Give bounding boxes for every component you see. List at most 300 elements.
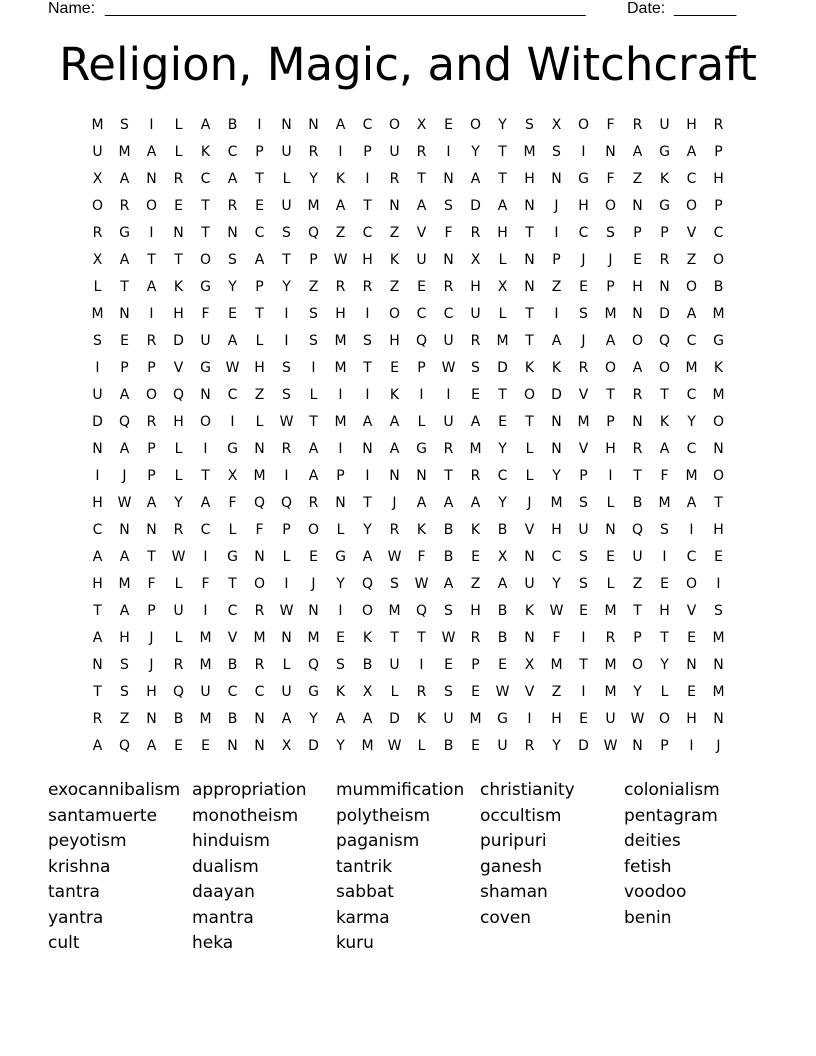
grid-letter[interactable]: T xyxy=(390,630,399,646)
grid-letter[interactable]: A xyxy=(443,576,454,592)
grid-letter[interactable]: I xyxy=(284,306,289,322)
grid-letter[interactable]: I xyxy=(716,576,721,592)
grid-letter[interactable]: N xyxy=(524,549,535,565)
grid-letter[interactable]: M xyxy=(307,198,320,214)
grid-letter[interactable]: N xyxy=(335,495,346,511)
grid-letter[interactable]: L xyxy=(606,495,615,511)
grid-letter[interactable]: X xyxy=(497,279,508,295)
grid-letter[interactable]: N xyxy=(605,522,616,538)
grid-letter[interactable]: B xyxy=(497,522,508,538)
grid-letter[interactable]: I xyxy=(284,333,289,349)
grid-letter[interactable]: G xyxy=(308,684,319,700)
grid-letter[interactable]: N xyxy=(713,657,724,673)
grid-letter[interactable]: V xyxy=(524,684,535,700)
grid-letter[interactable]: A xyxy=(335,198,346,214)
grid-letter[interactable]: N xyxy=(362,441,373,457)
grid-letter[interactable]: H xyxy=(686,117,697,133)
grid-letter[interactable]: X xyxy=(416,117,427,133)
grid-letter[interactable]: C xyxy=(713,225,724,241)
grid-letter[interactable]: D xyxy=(173,333,184,349)
grid-letter[interactable]: L xyxy=(174,117,183,133)
grid-letter[interactable]: E xyxy=(498,414,507,430)
grid-letter[interactable]: G xyxy=(578,171,589,187)
grid-letter[interactable]: Q xyxy=(307,225,320,241)
grid-letter[interactable]: Y xyxy=(309,711,318,727)
grid-letter[interactable]: P xyxy=(282,522,291,538)
grid-letter[interactable]: L xyxy=(174,630,183,646)
grid-letter[interactable]: Y xyxy=(687,414,696,430)
grid-letter[interactable]: N xyxy=(254,549,265,565)
grid-letter[interactable]: N xyxy=(254,441,265,457)
grid-letter[interactable]: F xyxy=(606,171,615,187)
grid-letter[interactable]: Z xyxy=(470,576,481,592)
grid-letter[interactable]: I xyxy=(203,549,208,565)
grid-letter[interactable]: W xyxy=(171,549,186,565)
grid-letter[interactable]: U xyxy=(578,522,589,538)
grid-letter[interactable]: R xyxy=(659,252,670,268)
grid-letter[interactable]: Y xyxy=(660,657,669,673)
grid-letter[interactable]: M xyxy=(334,414,347,430)
grid-letter[interactable]: M xyxy=(685,360,698,376)
grid-letter[interactable]: R xyxy=(335,279,346,295)
grid-letter[interactable]: L xyxy=(417,414,426,430)
grid-letter[interactable]: M xyxy=(496,333,509,349)
grid-letter[interactable]: C xyxy=(362,225,373,241)
grid-letter[interactable]: G xyxy=(200,360,211,376)
grid-letter[interactable]: M xyxy=(550,657,563,673)
grid-letter[interactable]: G xyxy=(227,549,238,565)
grid-letter[interactable]: E xyxy=(444,657,453,673)
grid-letter[interactable]: Y xyxy=(363,522,372,538)
grid-letter[interactable]: S xyxy=(282,225,291,241)
grid-letter[interactable]: J xyxy=(608,252,613,268)
grid-letter[interactable]: K xyxy=(200,144,211,160)
grid-letter[interactable]: V xyxy=(578,387,589,403)
grid-letter[interactable]: N xyxy=(119,522,130,538)
grid-letter[interactable]: T xyxy=(633,603,642,619)
grid-letter[interactable]: E xyxy=(660,576,669,592)
grid-letter[interactable]: D xyxy=(659,306,670,322)
grid-letter[interactable]: R xyxy=(470,333,481,349)
grid-letter[interactable]: G xyxy=(497,711,508,727)
grid-letter[interactable]: W xyxy=(333,252,348,268)
grid-letter[interactable]: P xyxy=(606,279,615,295)
grid-letter[interactable]: G xyxy=(119,225,130,241)
grid-letter[interactable]: S xyxy=(120,684,129,700)
grid-letter[interactable]: O xyxy=(469,117,482,133)
grid-letter[interactable]: P xyxy=(255,144,264,160)
grid-letter[interactable]: M xyxy=(91,117,104,133)
grid-letter[interactable]: J xyxy=(554,198,559,214)
grid-letter[interactable]: O xyxy=(631,657,644,673)
grid-letter[interactable]: M xyxy=(550,495,563,511)
grid-letter[interactable]: T xyxy=(147,549,156,565)
grid-letter[interactable]: M xyxy=(712,387,725,403)
grid-letter[interactable]: O xyxy=(199,252,212,268)
grid-letter[interactable]: A xyxy=(416,198,427,214)
grid-letter[interactable]: R xyxy=(470,468,481,484)
grid-letter[interactable]: A xyxy=(254,252,265,268)
grid-letter[interactable]: K xyxy=(416,711,427,727)
grid-letter[interactable]: A xyxy=(146,495,157,511)
grid-letter[interactable]: K xyxy=(713,360,724,376)
grid-letter[interactable]: S xyxy=(120,657,129,673)
grid-letter[interactable]: Z xyxy=(551,279,562,295)
grid-letter[interactable]: C xyxy=(200,171,211,187)
grid-letter[interactable]: F xyxy=(201,306,210,322)
grid-letter[interactable]: I xyxy=(365,387,370,403)
grid-letter[interactable]: H xyxy=(173,414,184,430)
grid-letter[interactable]: R xyxy=(416,684,427,700)
grid-letter[interactable]: N xyxy=(551,441,562,457)
grid-letter[interactable]: Y xyxy=(552,468,561,484)
grid-letter[interactable]: M xyxy=(469,441,482,457)
grid-letter[interactable]: H xyxy=(659,603,670,619)
grid-letter[interactable]: R xyxy=(308,495,319,511)
grid-letter[interactable]: S xyxy=(336,657,345,673)
grid-letter[interactable]: S xyxy=(579,549,588,565)
grid-letter[interactable]: G xyxy=(200,279,211,295)
grid-letter[interactable]: W xyxy=(387,549,402,565)
grid-letter[interactable]: I xyxy=(203,603,208,619)
grid-letter[interactable]: L xyxy=(525,468,534,484)
grid-letter[interactable]: W xyxy=(495,684,510,700)
grid-letter[interactable]: K xyxy=(362,630,373,646)
grid-letter[interactable]: I xyxy=(581,630,586,646)
grid-letter[interactable]: J xyxy=(122,468,127,484)
grid-letter[interactable]: P xyxy=(579,468,588,484)
grid-letter[interactable]: X xyxy=(227,468,238,484)
grid-letter[interactable]: I xyxy=(446,144,451,160)
grid-letter[interactable]: I xyxy=(338,603,343,619)
grid-letter[interactable]: E xyxy=(228,306,237,322)
grid-letter[interactable]: T xyxy=(660,630,669,646)
grid-letter[interactable]: A xyxy=(470,495,481,511)
grid-letter[interactable]: L xyxy=(498,252,507,268)
grid-letter[interactable]: L xyxy=(174,468,183,484)
grid-letter[interactable]: N xyxy=(686,657,697,673)
grid-letter[interactable]: U xyxy=(389,657,400,673)
grid-letter[interactable]: H xyxy=(605,441,616,457)
grid-letter[interactable]: A xyxy=(686,306,697,322)
grid-letter[interactable]: H xyxy=(92,576,103,592)
grid-letter[interactable]: N xyxy=(713,441,724,457)
grid-letter[interactable]: N xyxy=(443,171,454,187)
grid-letter[interactable]: J xyxy=(149,657,154,673)
grid-letter[interactable]: W xyxy=(387,738,402,754)
grid-letter[interactable]: I xyxy=(230,414,235,430)
grid-letter[interactable]: A xyxy=(308,468,319,484)
grid-letter[interactable]: T xyxy=(228,576,237,592)
grid-letter[interactable]: R xyxy=(254,657,265,673)
grid-letter[interactable]: T xyxy=(363,360,372,376)
grid-letter[interactable]: N xyxy=(713,711,724,727)
grid-letter[interactable]: U xyxy=(92,387,103,403)
grid-letter[interactable]: R xyxy=(605,630,616,646)
grid-letter[interactable]: P xyxy=(255,279,264,295)
grid-letter[interactable]: D xyxy=(389,711,400,727)
grid-letter[interactable]: Y xyxy=(471,144,480,160)
grid-letter[interactable]: L xyxy=(606,576,615,592)
grid-letter[interactable]: S xyxy=(390,576,399,592)
grid-letter[interactable]: F xyxy=(228,495,237,511)
grid-letter[interactable]: T xyxy=(174,252,183,268)
grid-letter[interactable]: B xyxy=(173,711,184,727)
grid-letter[interactable]: T xyxy=(417,630,426,646)
grid-letter[interactable]: E xyxy=(498,657,507,673)
grid-letter[interactable]: U xyxy=(497,738,508,754)
grid-letter[interactable]: T xyxy=(444,468,453,484)
grid-letter[interactable]: X xyxy=(362,684,373,700)
grid-letter[interactable]: O xyxy=(658,711,671,727)
grid-letter[interactable]: U xyxy=(470,306,481,322)
grid-letter[interactable]: I xyxy=(419,387,424,403)
grid-letter[interactable]: A xyxy=(416,495,427,511)
grid-letter[interactable]: G xyxy=(659,198,670,214)
grid-letter[interactable]: P xyxy=(660,225,669,241)
grid-letter[interactable]: C xyxy=(578,225,589,241)
grid-letter[interactable]: M xyxy=(712,630,725,646)
grid-letter[interactable]: L xyxy=(660,684,669,700)
grid-letter[interactable]: A xyxy=(632,360,643,376)
grid-letter[interactable]: P xyxy=(633,630,642,646)
grid-letter[interactable]: N xyxy=(659,279,670,295)
grid-letter[interactable]: K xyxy=(524,603,535,619)
grid-letter[interactable]: Q xyxy=(118,738,131,754)
grid-letter[interactable]: F xyxy=(660,468,669,484)
grid-letter[interactable]: S xyxy=(552,144,561,160)
grid-letter[interactable]: S xyxy=(228,252,237,268)
grid-letter[interactable]: T xyxy=(93,684,102,700)
grid-letter[interactable]: A xyxy=(119,387,130,403)
grid-letter[interactable]: R xyxy=(470,630,481,646)
grid-letter[interactable]: R xyxy=(632,117,643,133)
grid-letter[interactable]: A xyxy=(470,171,481,187)
grid-letter[interactable]: J xyxy=(716,738,721,754)
grid-letter[interactable]: N xyxy=(308,603,319,619)
grid-letter[interactable]: N xyxy=(92,441,103,457)
grid-letter[interactable]: O xyxy=(604,360,617,376)
grid-letter[interactable]: T xyxy=(282,252,291,268)
grid-letter[interactable]: J xyxy=(581,333,586,349)
grid-letter[interactable]: N xyxy=(524,279,535,295)
grid-letter[interactable]: E xyxy=(579,711,588,727)
grid-letter[interactable]: L xyxy=(282,549,291,565)
grid-letter[interactable]: I xyxy=(284,468,289,484)
grid-letter[interactable]: C xyxy=(227,603,238,619)
grid-letter[interactable]: N xyxy=(200,387,211,403)
grid-letter[interactable]: A xyxy=(146,738,157,754)
grid-letter[interactable]: R xyxy=(92,225,103,241)
grid-letter[interactable]: U xyxy=(605,711,616,727)
grid-letter[interactable]: U xyxy=(443,711,454,727)
grid-letter[interactable]: P xyxy=(552,252,561,268)
grid-letter[interactable]: L xyxy=(390,684,399,700)
grid-letter[interactable]: P xyxy=(714,198,723,214)
grid-letter[interactable]: N xyxy=(524,198,535,214)
grid-letter[interactable]: R xyxy=(119,198,130,214)
grid-letter[interactable]: F xyxy=(201,576,210,592)
grid-letter[interactable]: N xyxy=(632,738,643,754)
grid-letter[interactable]: T xyxy=(417,171,426,187)
grid-letter[interactable]: A xyxy=(659,441,670,457)
grid-letter[interactable]: R xyxy=(389,171,400,187)
grid-letter[interactable]: A xyxy=(119,603,130,619)
grid-letter[interactable]: S xyxy=(606,225,615,241)
grid-letter[interactable]: M xyxy=(118,144,131,160)
grid-letter[interactable]: K xyxy=(389,387,400,403)
grid-letter[interactable]: F xyxy=(147,576,156,592)
grid-letter[interactable]: H xyxy=(497,225,508,241)
grid-letter[interactable]: T xyxy=(525,414,534,430)
grid-letter[interactable]: R xyxy=(362,279,373,295)
grid-letter[interactable]: E xyxy=(444,117,453,133)
grid-letter[interactable]: H xyxy=(713,522,724,538)
grid-letter[interactable]: P xyxy=(714,144,723,160)
grid-letter[interactable]: T xyxy=(255,306,264,322)
grid-letter[interactable]: T xyxy=(498,171,507,187)
grid-letter[interactable]: I xyxy=(365,468,370,484)
grid-letter[interactable]: S xyxy=(525,117,534,133)
grid-letter[interactable]: B xyxy=(713,279,724,295)
grid-letter[interactable]: Z xyxy=(389,279,400,295)
grid-letter[interactable]: A xyxy=(362,711,373,727)
grid-letter[interactable]: S xyxy=(471,360,480,376)
grid-letter[interactable]: I xyxy=(203,441,208,457)
grid-letter[interactable]: A xyxy=(119,441,130,457)
grid-letter[interactable]: N xyxy=(281,117,292,133)
grid-letter[interactable]: B xyxy=(443,549,454,565)
grid-letter[interactable]: B xyxy=(632,495,643,511)
grid-letter[interactable]: U xyxy=(632,549,643,565)
grid-letter[interactable]: A xyxy=(227,171,238,187)
grid-letter[interactable]: A xyxy=(497,576,508,592)
grid-letter[interactable]: H xyxy=(119,630,130,646)
grid-letter[interactable]: O xyxy=(145,198,158,214)
grid-letter[interactable]: Y xyxy=(228,279,237,295)
grid-letter[interactable]: L xyxy=(93,279,102,295)
grid-letter[interactable]: U xyxy=(389,144,400,160)
grid-letter[interactable]: N xyxy=(632,414,643,430)
grid-letter[interactable]: Y xyxy=(336,576,345,592)
grid-letter[interactable]: A xyxy=(227,333,238,349)
grid-letter[interactable]: T xyxy=(633,468,642,484)
grid-letter[interactable]: Q xyxy=(361,576,374,592)
grid-letter[interactable]: E xyxy=(471,549,480,565)
grid-letter[interactable]: O xyxy=(685,576,698,592)
grid-letter[interactable]: W xyxy=(279,414,294,430)
grid-letter[interactable]: F xyxy=(606,117,615,133)
grid-letter[interactable]: N xyxy=(389,468,400,484)
grid-letter[interactable]: S xyxy=(282,387,291,403)
grid-letter[interactable]: K xyxy=(659,414,670,430)
grid-letter[interactable]: T xyxy=(363,495,372,511)
grid-letter[interactable]: L xyxy=(174,441,183,457)
grid-letter[interactable]: E xyxy=(174,738,183,754)
grid-letter[interactable]: H xyxy=(470,279,481,295)
grid-letter[interactable]: M xyxy=(199,657,212,673)
grid-letter[interactable]: S xyxy=(93,333,102,349)
grid-letter[interactable]: D xyxy=(92,414,103,430)
grid-letter[interactable]: X xyxy=(524,657,535,673)
grid-letter[interactable]: O xyxy=(631,333,644,349)
grid-letter[interactable]: E xyxy=(579,279,588,295)
grid-letter[interactable]: H xyxy=(362,252,373,268)
grid-letter[interactable]: H xyxy=(254,360,265,376)
grid-letter[interactable]: S xyxy=(120,117,129,133)
grid-letter[interactable]: L xyxy=(174,576,183,592)
grid-letter[interactable]: I xyxy=(149,306,154,322)
grid-letter[interactable]: A xyxy=(389,414,400,430)
grid-letter[interactable]: R xyxy=(173,657,184,673)
grid-letter[interactable]: S xyxy=(579,576,588,592)
grid-letter[interactable]: N xyxy=(416,468,427,484)
grid-letter[interactable]: E xyxy=(201,738,210,754)
grid-letter[interactable]: O xyxy=(712,252,725,268)
grid-letter[interactable]: F xyxy=(552,630,561,646)
grid-letter[interactable]: Y xyxy=(552,576,561,592)
grid-letter[interactable]: I xyxy=(338,441,343,457)
grid-letter[interactable]: H xyxy=(146,684,157,700)
grid-letter[interactable]: O xyxy=(712,414,725,430)
grid-letter[interactable]: N xyxy=(389,198,400,214)
grid-letter[interactable]: H xyxy=(551,522,562,538)
grid-letter[interactable]: S xyxy=(444,198,453,214)
grid-letter[interactable]: D xyxy=(551,387,562,403)
grid-letter[interactable]: A xyxy=(146,279,157,295)
grid-letter[interactable]: I xyxy=(365,306,370,322)
grid-letter[interactable]: U xyxy=(200,333,211,349)
grid-letter[interactable]: I xyxy=(689,738,694,754)
grid-letter[interactable]: S xyxy=(444,684,453,700)
grid-letter[interactable]: I xyxy=(95,468,100,484)
grid-letter[interactable]: V xyxy=(686,603,697,619)
grid-letter[interactable]: T xyxy=(201,468,210,484)
grid-letter[interactable]: Z xyxy=(119,711,130,727)
grid-letter[interactable]: C xyxy=(686,171,697,187)
grid-letter[interactable]: U xyxy=(659,117,670,133)
grid-letter[interactable]: A xyxy=(200,117,211,133)
grid-letter[interactable]: M xyxy=(604,306,617,322)
grid-letter[interactable]: U xyxy=(173,603,184,619)
grid-letter[interactable]: L xyxy=(255,414,264,430)
grid-letter[interactable]: K xyxy=(389,252,400,268)
grid-letter[interactable]: T xyxy=(309,414,318,430)
grid-letter[interactable]: T xyxy=(498,144,507,160)
grid-letter[interactable]: K xyxy=(659,171,670,187)
grid-letter[interactable]: A xyxy=(92,738,103,754)
grid-letter[interactable]: U xyxy=(443,333,454,349)
grid-letter[interactable]: P xyxy=(120,360,129,376)
grid-letter[interactable]: R xyxy=(173,522,184,538)
grid-letter[interactable]: X xyxy=(497,549,508,565)
grid-letter[interactable]: K xyxy=(470,522,481,538)
grid-letter[interactable]: X xyxy=(470,252,481,268)
grid-letter[interactable]: E xyxy=(471,684,480,700)
grid-letter[interactable]: I xyxy=(662,549,667,565)
grid-letter[interactable]: P xyxy=(147,441,156,457)
grid-letter[interactable]: M xyxy=(604,657,617,673)
grid-letter[interactable]: T xyxy=(660,387,669,403)
grid-letter[interactable]: D xyxy=(578,738,589,754)
grid-letter[interactable]: K xyxy=(416,522,427,538)
grid-letter[interactable]: Y xyxy=(282,279,291,295)
grid-letter[interactable]: N xyxy=(551,414,562,430)
grid-letter[interactable]: Q xyxy=(415,333,428,349)
grid-letter[interactable]: Q xyxy=(658,333,671,349)
grid-letter[interactable]: B xyxy=(443,522,454,538)
grid-letter[interactable]: N xyxy=(173,225,184,241)
